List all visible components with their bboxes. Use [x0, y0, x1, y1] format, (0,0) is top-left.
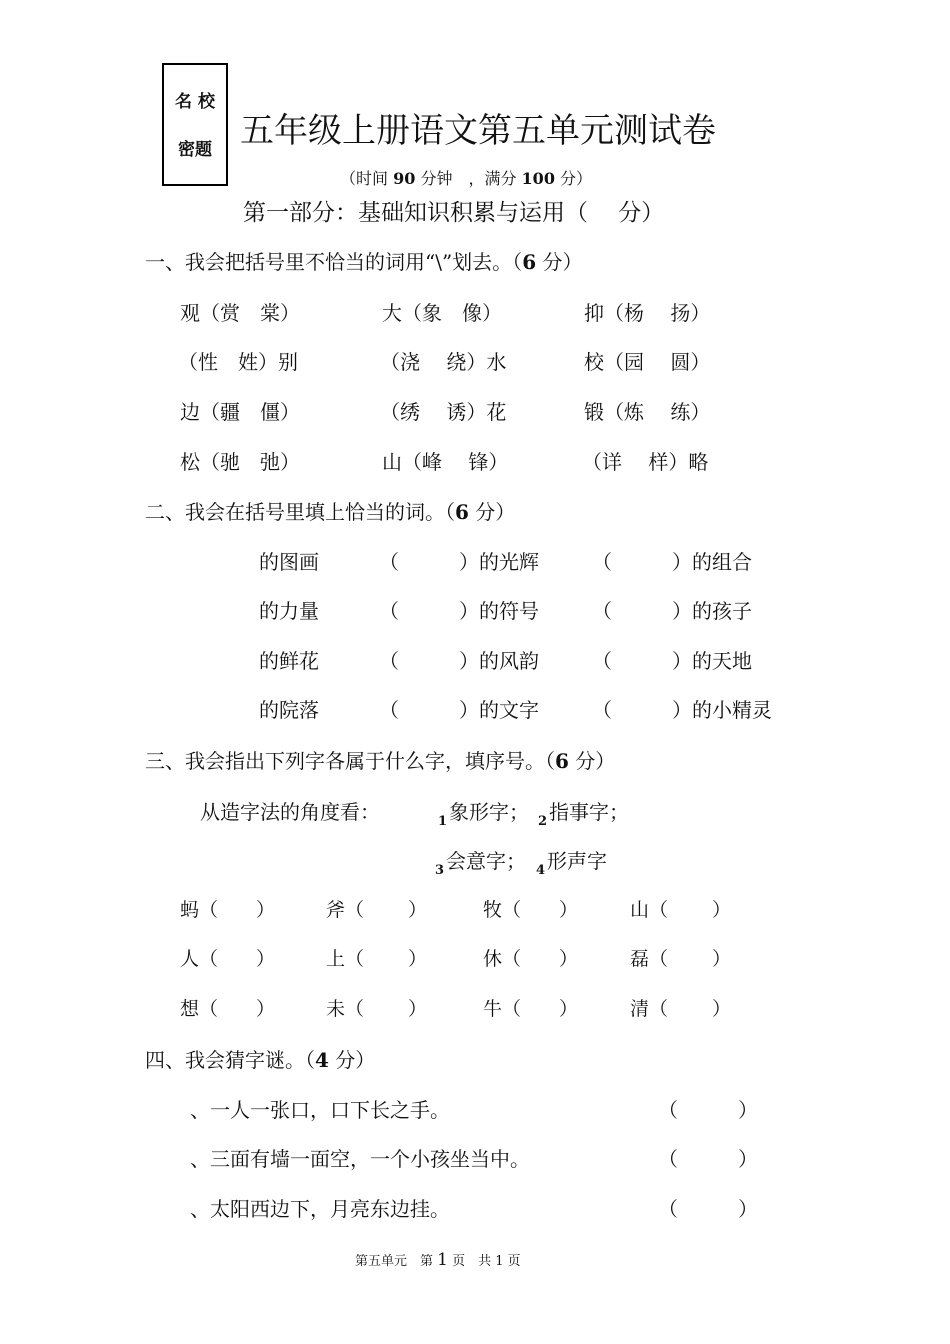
q1-item: 松（驰 弛）: [180, 450, 300, 474]
q3-char: 山（ ）: [630, 899, 732, 921]
q3-intro: 从造字法的角度看：: [200, 800, 380, 824]
q2-item: （ ）的光辉: [379, 550, 539, 574]
q3-char: 未（ ）: [326, 998, 428, 1020]
page-title: 五年级上册语文第五单元测试卷: [240, 111, 716, 151]
q1-item: 观（赏 棠）: [180, 301, 300, 325]
q2-item: 的鲜花: [259, 649, 319, 673]
q3-option: $_2$ 指事字；: [538, 800, 630, 829]
q1-item: （绣 诱）花: [380, 400, 507, 424]
q1-item: 边（疆 僵）: [180, 400, 300, 424]
school-badge: [162, 63, 228, 186]
q2-item: （ ）的组合: [592, 550, 752, 574]
q3-char: 牧（ ）: [483, 899, 579, 921]
q1-item: 校（园 圆）: [584, 350, 711, 374]
q2-item: （ ）的风韵: [379, 649, 539, 673]
q3-char: 磊（ ）: [630, 948, 732, 970]
q1-item: （详 样）略: [582, 450, 709, 474]
q2-item: （ ）的小精灵: [592, 698, 772, 722]
question-1-heading: 一、我会把括号里不恰当的词用“\”划去。（6 分）: [145, 250, 583, 274]
badge-line-1: 名 校: [175, 92, 215, 112]
q1-item: （性 姓）别: [178, 350, 298, 374]
q1-item: 大（象 像）: [382, 301, 502, 325]
q2-item: （ ）的符号: [379, 599, 539, 623]
q3-char: 想（ ）: [180, 998, 276, 1020]
page-footer: 第五单元 第 1 页 共 1 页: [355, 1250, 521, 1270]
question-4-heading: 四、我会猜字谜。（4 分）: [145, 1048, 376, 1072]
q1-item: 抑（杨 扬）: [584, 301, 711, 325]
exam-info: （时间 90 分钟 ，满分 100 分）: [340, 169, 593, 188]
question-2-heading: 二、我会在括号里填上恰当的词。（6 分）: [145, 500, 516, 524]
riddle-text: 、三面有墙一面空，一个小孩坐当中。: [190, 1147, 530, 1171]
riddle-answer-blank: （ ）: [658, 1147, 758, 1171]
q3-char: 蚂（ ）: [180, 899, 276, 921]
part-one-heading: 第一部分：基础知识积累与运用（ 分）: [243, 200, 665, 226]
q2-item: 的图画: [259, 550, 319, 574]
q3-option: $_1$ 象形字；: [438, 800, 530, 829]
q2-item: 的院落: [259, 698, 319, 722]
riddle-answer-blank: （ ）: [658, 1197, 758, 1221]
q3-char: 休（ ）: [483, 948, 579, 970]
riddle-text: 、一人一张口，口下长之手。: [190, 1098, 450, 1122]
q3-option: $_4$ 形声字: [536, 849, 608, 878]
q2-item: （ ）的天地: [592, 649, 752, 673]
q1-item: 锻（炼 练）: [584, 400, 711, 424]
q1-item: （浇 绕）水: [380, 350, 507, 374]
q3-option: $_3$ 会意字；: [435, 849, 527, 878]
q3-char: 人（ ）: [180, 948, 276, 970]
q3-char: 斧（ ）: [326, 899, 428, 921]
q2-item: 的力量: [259, 599, 319, 623]
q2-item: （ ）的孩子: [592, 599, 752, 623]
q3-char: 清（ ）: [630, 998, 732, 1020]
badge-line-2: 密题: [178, 140, 212, 160]
q2-item: （ ）的文字: [379, 698, 539, 722]
question-3-heading: 三、我会指出下列字各属于什么字，填序号。（6 分）: [145, 749, 616, 773]
q1-item: 山（峰 锋）: [382, 450, 509, 474]
q3-char: 上（ ）: [326, 948, 428, 970]
riddle-text: 、太阳西边下，月亮东边挂。: [190, 1197, 450, 1221]
q3-char: 牛（ ）: [483, 998, 579, 1020]
riddle-answer-blank: （ ）: [658, 1098, 758, 1122]
